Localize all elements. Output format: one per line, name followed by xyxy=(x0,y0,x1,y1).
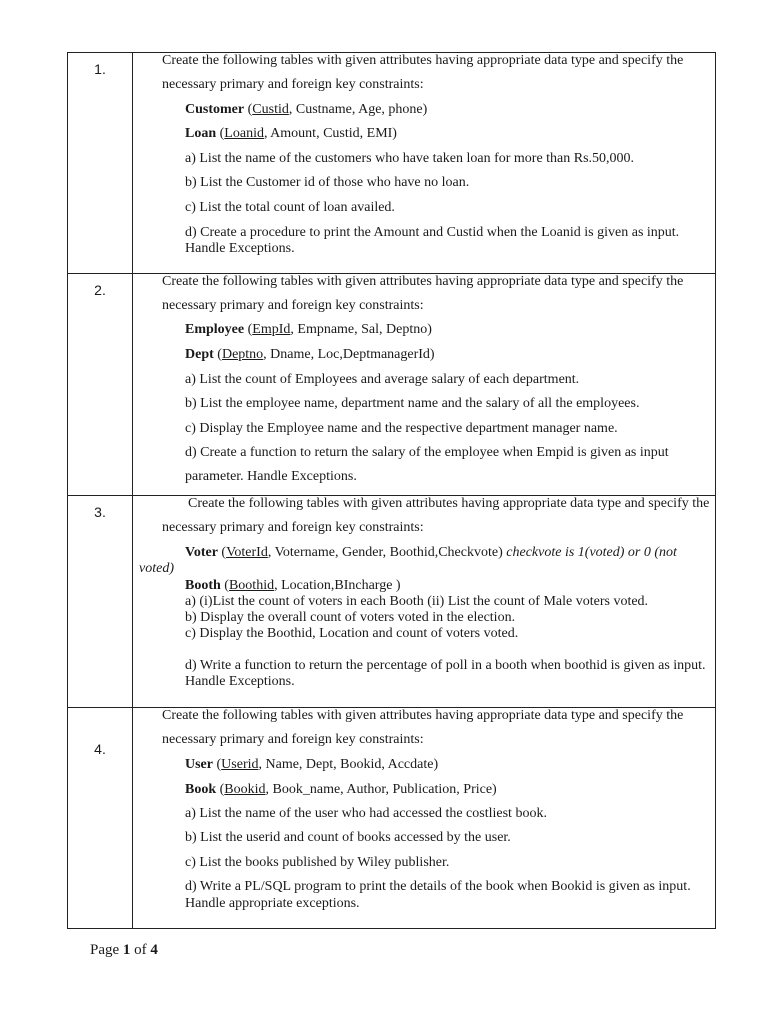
table-definition: Voter (VoterId, Votername, Gender, Boothid,Checkvote) checkvote is 1(voted) or 0 (not xyxy=(185,545,677,560)
question-item: Handle Exceptions. xyxy=(185,674,295,689)
intro-line: necessary primary and foreign key constraints: xyxy=(162,732,424,747)
table-definition: Employee (EmpId, Empname, Sal, Deptno) xyxy=(185,322,432,337)
table-row xyxy=(68,274,716,496)
table-definition: Book (Bookid, Book_name, Author, Publication, Price) xyxy=(185,782,497,797)
question-body xyxy=(133,53,716,274)
table-row xyxy=(68,496,716,708)
intro-line: necessary primary and foreign key constraints: xyxy=(162,298,424,313)
question-item: c) Display the Boothid, Location and count of voters voted. xyxy=(185,626,519,641)
intro-line: Create the following tables with given attributes having appropriate data type and specify the xyxy=(188,496,710,511)
page-total: 4 xyxy=(150,942,158,958)
intro-line: necessary primary and foreign key constraints: xyxy=(162,520,424,535)
question-body xyxy=(133,274,716,496)
table-definition: Booth (Boothid, Location,BIncharge ) xyxy=(185,578,401,593)
page-footer xyxy=(90,942,158,959)
question-item: b) List the userid and count of books accessed by the user. xyxy=(185,830,511,845)
question-body xyxy=(133,496,716,708)
question-item: c) List the books published by Wiley publisher. xyxy=(185,855,450,870)
question-item: parameter. Handle Exceptions. xyxy=(185,469,357,484)
question-body xyxy=(133,708,716,929)
question-item: Handle Exceptions. xyxy=(185,241,295,256)
table-row xyxy=(68,708,716,929)
of-word: of xyxy=(134,942,147,958)
page-word: Page xyxy=(90,942,120,958)
table-row xyxy=(68,53,716,274)
table-note: voted) xyxy=(139,561,174,576)
question-item: d) Create a function to return the salary of the employee when Empid is given as input xyxy=(185,445,669,460)
question-number: 4. xyxy=(68,708,133,929)
question-item: b) Display the overall count of voters voted in the election. xyxy=(185,610,516,625)
question-item: a) List the count of Employees and average salary of each department. xyxy=(185,372,580,387)
intro-line: Create the following tables with given attributes having appropriate data type and specify the xyxy=(162,274,684,289)
question-item: Handle appropriate exceptions. xyxy=(185,896,360,911)
intro-line: Create the following tables with given attributes having appropriate data type and specify the xyxy=(162,708,684,723)
question-number: 2. xyxy=(68,274,133,496)
question-item: a) (i)List the count of voters in each Booth (ii) List the count of Male voters voted. xyxy=(185,594,649,609)
question-item: a) List the name of the user who had accessed the costliest book. xyxy=(185,806,547,821)
table-definition: Dept (Deptno, Dname, Loc,DeptmanagerId) xyxy=(185,347,435,362)
question-item: b) List the employee name, department name and the salary of all the employees. xyxy=(185,396,640,411)
table-definition: Loan (Loanid, Amount, Custid, EMI) xyxy=(185,126,397,141)
question-item: d) Create a procedure to print the Amount and Custid when the Loanid is given as input. xyxy=(185,225,680,240)
intro-line: necessary primary and foreign key constraints: xyxy=(162,77,424,92)
question-item: c) Display the Employee name and the respective department manager name. xyxy=(185,421,618,436)
question-item: a) List the name of the customers who have taken loan for more than Rs.50,000. xyxy=(185,151,635,166)
question-item: d) Write a PL/SQL program to print the details of the book when Bookid is given as input. xyxy=(185,879,691,894)
page-number: 1 xyxy=(122,942,131,958)
table-definition: Customer (Custid, Custname, Age, phone) xyxy=(185,102,428,117)
table-definition: User (Userid, Name, Dept, Bookid, Accdate) xyxy=(185,757,439,772)
question-table xyxy=(67,52,716,929)
question-number: 1. xyxy=(68,53,133,274)
question-item: c) List the total count of loan availed. xyxy=(185,200,395,215)
intro-line: Create the following tables with given attributes having appropriate data type and specify the xyxy=(162,53,684,68)
question-item: d) Write a function to return the percentage of poll in a booth when boothid is given as input. xyxy=(185,658,706,673)
question-item: b) List the Customer id of those who have no loan. xyxy=(185,175,470,190)
question-number: 3. xyxy=(68,496,133,708)
